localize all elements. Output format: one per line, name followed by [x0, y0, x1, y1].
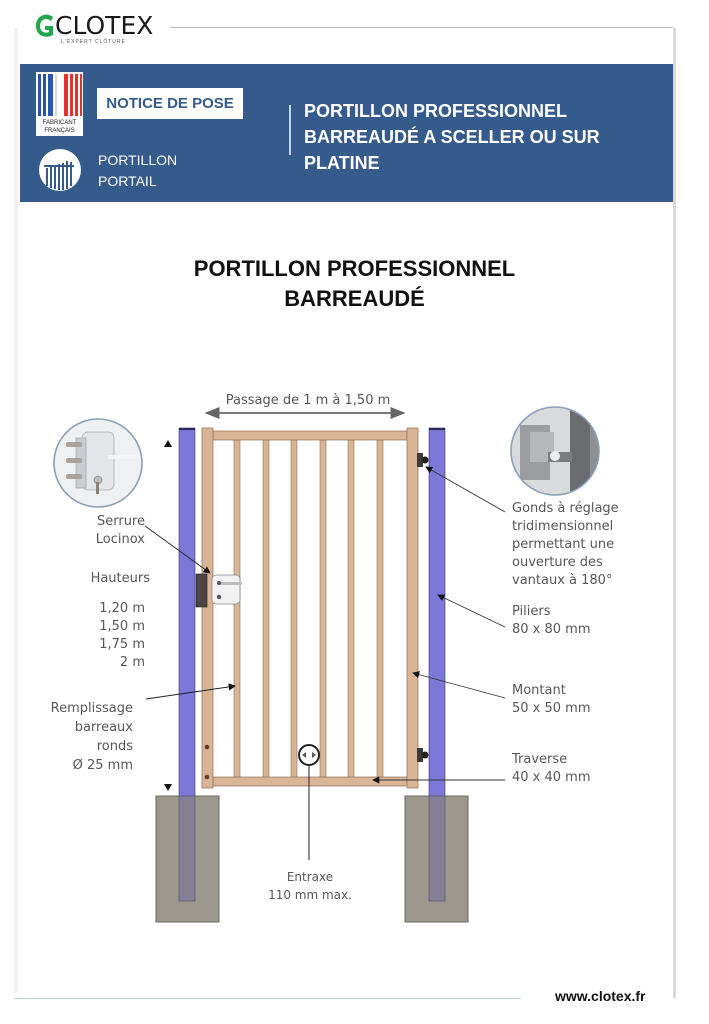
left-pillar-cap	[179, 428, 195, 430]
badge-line2: FRANÇAIS	[44, 128, 75, 134]
pillars-label-line1: Piliers	[512, 604, 551, 619]
gate-bar	[234, 440, 240, 778]
logo-tagline: L'EXPERT CLÔTURE	[61, 39, 126, 45]
top-hinge-icon	[417, 453, 429, 467]
lock-leader	[145, 526, 210, 573]
lock-label-line2: Locinox	[95, 532, 145, 547]
lock-label	[60, 513, 145, 549]
gate-bar	[291, 440, 297, 778]
heights-title: Hauteurs	[90, 571, 150, 586]
page-title-line2: BARREAUDÉ	[284, 286, 425, 311]
left-upright	[202, 428, 213, 788]
badge-line1: FABRICANT	[42, 120, 77, 126]
crossbar-label-line1: Traverse	[512, 752, 568, 767]
height-value: 1,50 m	[99, 619, 145, 634]
hinges-label-line3: permettant une	[512, 537, 615, 552]
lock-icon	[196, 574, 242, 607]
pillar-leader	[438, 595, 505, 627]
frame-bolt	[205, 775, 210, 780]
filling-label-line2: barreaux	[74, 720, 133, 735]
hinges-label	[512, 500, 662, 590]
right-upright	[407, 428, 418, 788]
spacing-label	[250, 868, 370, 904]
filling-label	[30, 699, 133, 775]
lock-label-line1: Serrure	[96, 514, 145, 529]
page-title-line1: PORTILLON PROFESSIONNEL	[193, 256, 516, 281]
height-value: 1,20 m	[99, 601, 145, 616]
website-link[interactable]: www.clotex.fr	[555, 988, 646, 1004]
crossbar-label	[512, 751, 662, 787]
height-value: 1,75 m	[99, 637, 145, 652]
filling-label-line3: ronds	[96, 739, 133, 754]
product-title-line2: BARREAUDÉ A SCELLER OU SUR	[304, 127, 600, 147]
upright-label-line1: Montant	[512, 683, 566, 698]
frame-bolt	[205, 745, 210, 750]
passage-label: Passage de 1 m à 1,50 m	[225, 393, 391, 408]
spacing-label-line2: 110 mm max.	[268, 888, 352, 902]
upright-label	[512, 682, 662, 718]
bottom-rail	[213, 777, 407, 786]
left-pillar-embedded	[179, 796, 195, 901]
product-title-line3: PLATINE	[304, 153, 380, 173]
category-line1: PORTILLON	[98, 152, 178, 168]
top-rail	[213, 431, 407, 440]
hinge-photo	[511, 407, 600, 495]
gate-bar	[263, 440, 269, 778]
pillars-label-line2: 80 x 80 mm	[512, 622, 591, 637]
filling-label-line4: Ø 25 mm	[72, 758, 133, 773]
gate-bar	[377, 440, 383, 778]
height-value: 2 m	[119, 655, 145, 670]
lock-photo	[54, 419, 142, 507]
hinges-label-line2: tridimensionnel	[512, 519, 614, 534]
height-top-marker-icon	[164, 440, 172, 447]
filling-label-line1: Remplissage	[50, 701, 133, 716]
spacing-label-line1: Entraxe	[286, 870, 334, 884]
gate-bar	[320, 440, 326, 778]
right-pillar	[429, 428, 445, 796]
right-pillar-cap	[429, 428, 445, 430]
left-pillar	[179, 428, 195, 796]
hinges-label-line1: Gonds à réglage	[512, 501, 619, 516]
upright-leader	[413, 673, 505, 698]
notice-de-pose-label: NOTICE DE POSE	[97, 88, 243, 119]
hinges-label-line4: ouverture des	[512, 555, 603, 570]
category-line2: PORTAIL	[98, 173, 157, 189]
height-bottom-marker-icon	[164, 784, 172, 791]
product-title-line1: PORTILLON PROFESSIONNEL	[304, 101, 568, 121]
hinges-label-line5: vantaux à 180°	[512, 573, 613, 588]
upright-label-line2: 50 x 50 mm	[512, 701, 591, 716]
bottom-hinge-icon	[417, 748, 429, 762]
crossbar-label-line2: 40 x 40 mm	[512, 770, 591, 785]
right-pillar-embedded	[429, 796, 445, 901]
logo-wordmark: CLOTEX	[55, 11, 154, 40]
heights-list	[60, 600, 145, 672]
pillars-label	[512, 603, 662, 639]
gate-bar	[348, 440, 354, 778]
footer-rule	[14, 998, 521, 999]
